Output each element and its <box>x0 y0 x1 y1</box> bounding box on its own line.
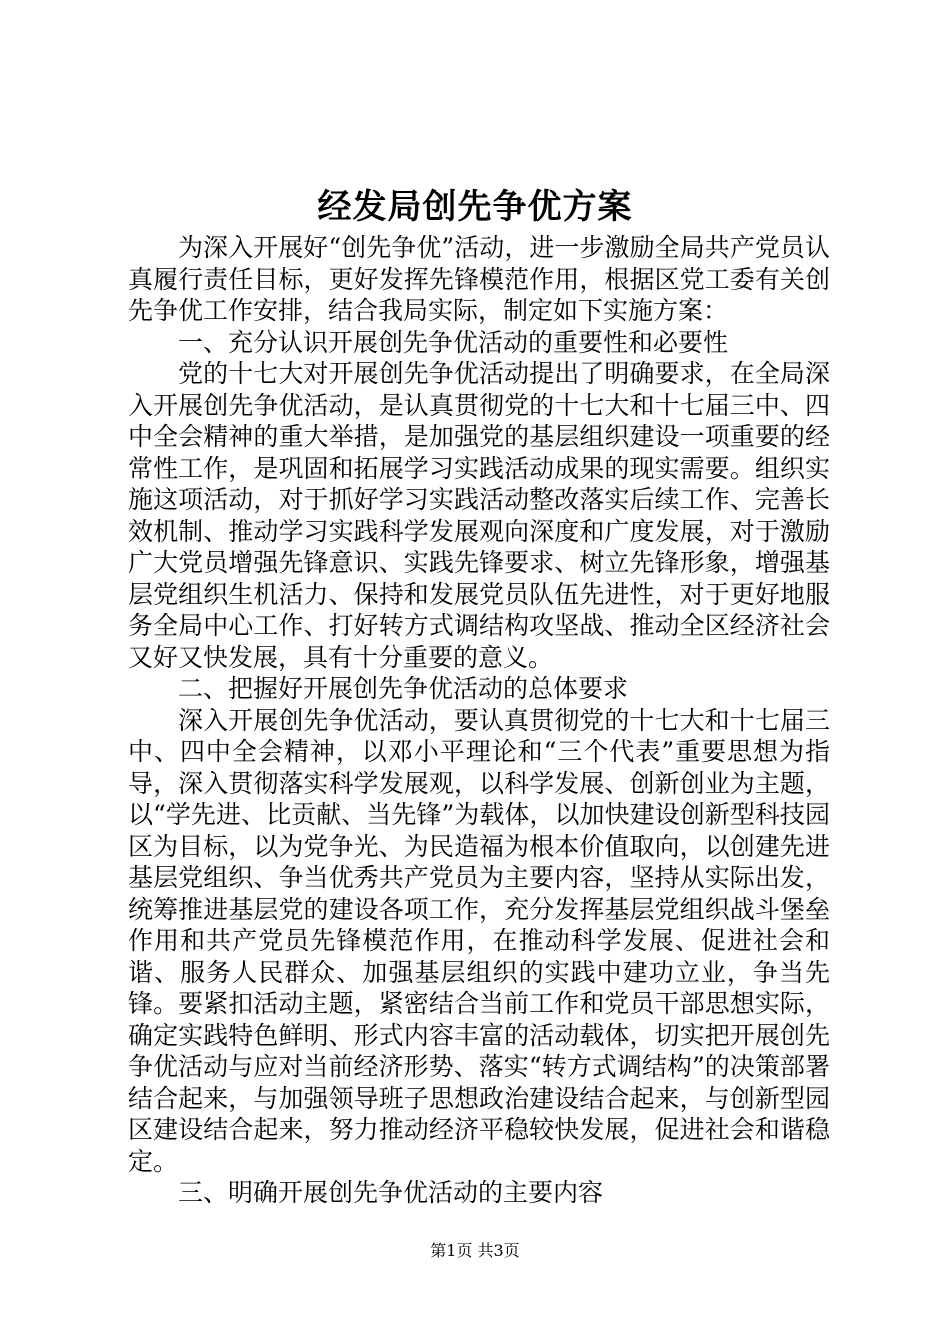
section-heading-1: 一、充分认识开展创先争优活动的重要性和必要性 <box>178 327 729 357</box>
section-2-paragraph: 深入开展创先争优活动，要认真贯彻党的十七大和十七届三中、四中全会精神，以邓小平理论和“三个代表”重要思想为指导，深入贯彻落实科学发展观，以科学发展、创新创业为主题，以“学先进、比贡献、当先锋”为载体，以加快建设创新型科技园区为目标，以为党争光、为民造福为根本价值取向，以创建先进基层党组织、争当优秀共产党员为主要内容，坚持从实际出发，统筹推进基层党的建设各项工作，充分发挥基层党组织战斗堡垒作用和共产党员先锋模范作用，在推动科学发展、促进社会和谐、服务人民群众、加强基层组织的实践中建功立业，争当先锋。要紧扣活动主题，紧密结合当前工作和党员干部思想实际，确定实践特色鲜明、形式内容丰富的活动载体，切实把开展创先争优活动与应对当前经济形势、落实“转方式调结构”的决策部署结合起来，与加强领导班子思想政治建设结合起来，与创新型园区建设结合起来，努力推动经济平稳较快发展，促进社会和谐稳定。 <box>128 705 830 1176</box>
intro-paragraph: 为深入开展好“创先争优”活动，进一步激励全局共产党员认真履行责任目标，更好发挥先锋模范作用，根据区党工委有关创先争优工作安排，结合我局实际，制定如下实施方案： <box>128 233 830 325</box>
section-heading-3: 三、明确开展创先争优活动的主要内容 <box>178 1178 604 1207</box>
document-title: 经发局创先争优方案 <box>317 187 633 227</box>
section-heading-2: 二、把握好开展创先争优活动的总体要求 <box>178 674 629 703</box>
section-1-paragraph: 党的十七大对开展创先争优活动提出了明确要求，在全局深入开展创先争优活动，是认真贯彻党的十七大和十七届三中、四中全会精神的重大举措，是加强党的基层组织建设一项重要的经常性工作，是巩固和拓展学习实践活动成果的现实需要。组织实施这项活动，对于抓好学习实践活动整改落实后续工作、完善长效机制、推动学习实践科学发展观向深度和广度发展，对于激励广大党员增强先锋意识、实践先锋要求、树立先锋形象，增强基层党组织生机活力、保持和发展党员队伍先进性，对于更好地服务全局中心工作、打好转方式调结构攻坚战、推动全区经济社会又好又快发展，具有十分重要的意义。 <box>128 359 830 672</box>
page-footer: 第1页 共3页 <box>430 1241 520 1260</box>
document-body <box>128 232 830 1209</box>
